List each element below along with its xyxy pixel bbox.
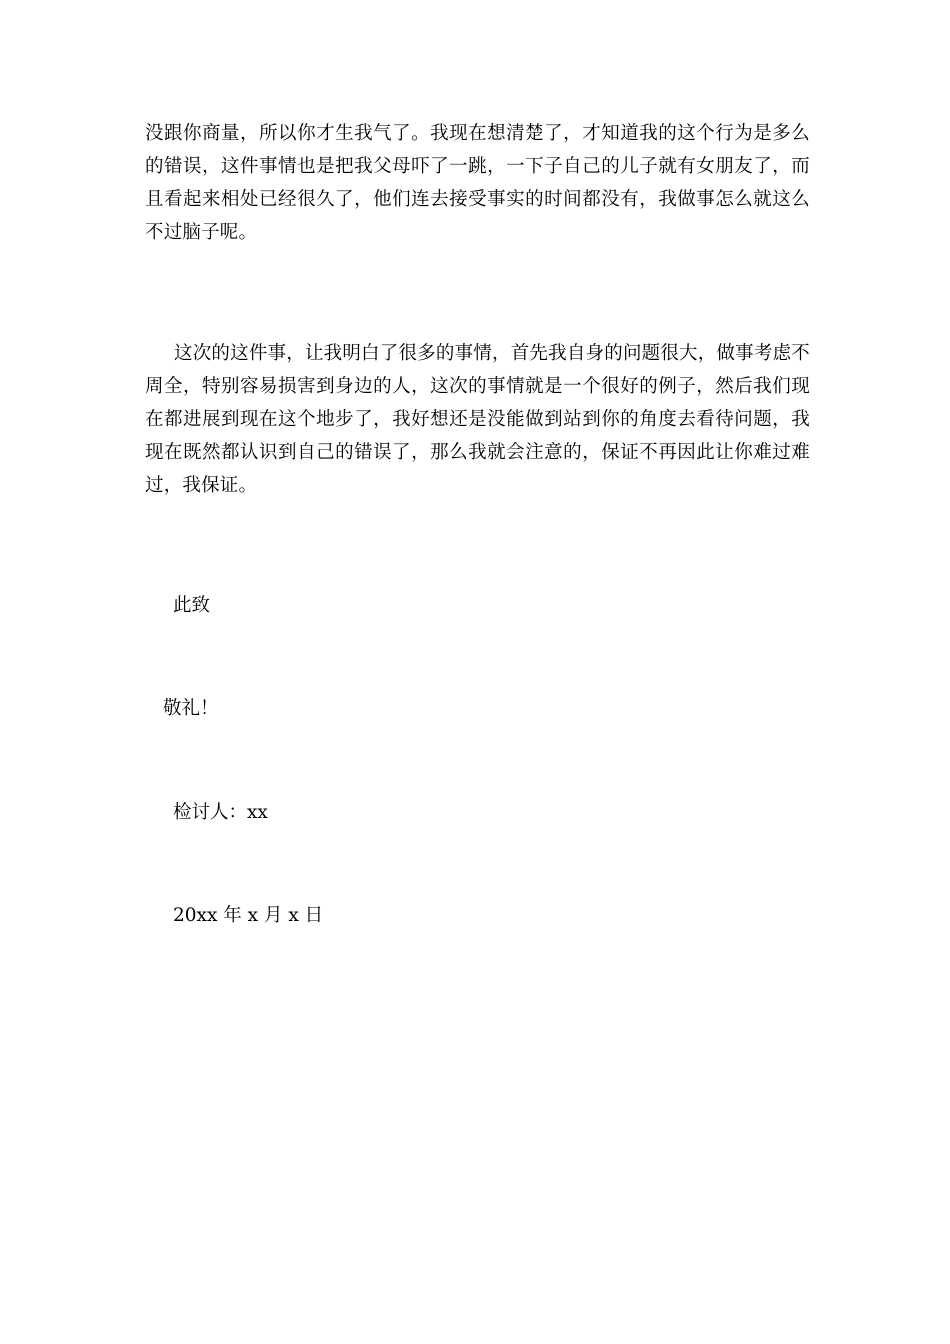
- date-line: 20xx 年 x 月 x 日: [173, 905, 324, 926]
- closing-regards: 敬礼！: [163, 698, 219, 719]
- closing-salutation: 此致: [173, 595, 211, 616]
- body-paragraph-1: 没跟你商量，所以你才生我气了。我现在想清楚了，才知道我的这个行为是多么的错误，这件事情也是把我父母吓了一跳，一下子自己的儿子就有女朋友了，而且看起来相处已经很久了，他们连去接受事实的时间都没有，我做事怎么就这么不过脑子呢。: [145, 123, 810, 243]
- body-paragraph-2: 这次的这件事，让我明白了很多的事情，首先我自身的问题很大，做事考虑不周全，特别容易损害到身边的人，这次的事情就是一个很好的例子，然后我们现在都进展到现在这个地步了，我好想还是没能做到站到你的角度去看待问题，我现在既然都认识到自己的错误了，那么我就会注意的，保证不再因此让你难过难过，我保证。: [145, 343, 810, 496]
- signer-line: 检讨人：xx: [173, 802, 268, 823]
